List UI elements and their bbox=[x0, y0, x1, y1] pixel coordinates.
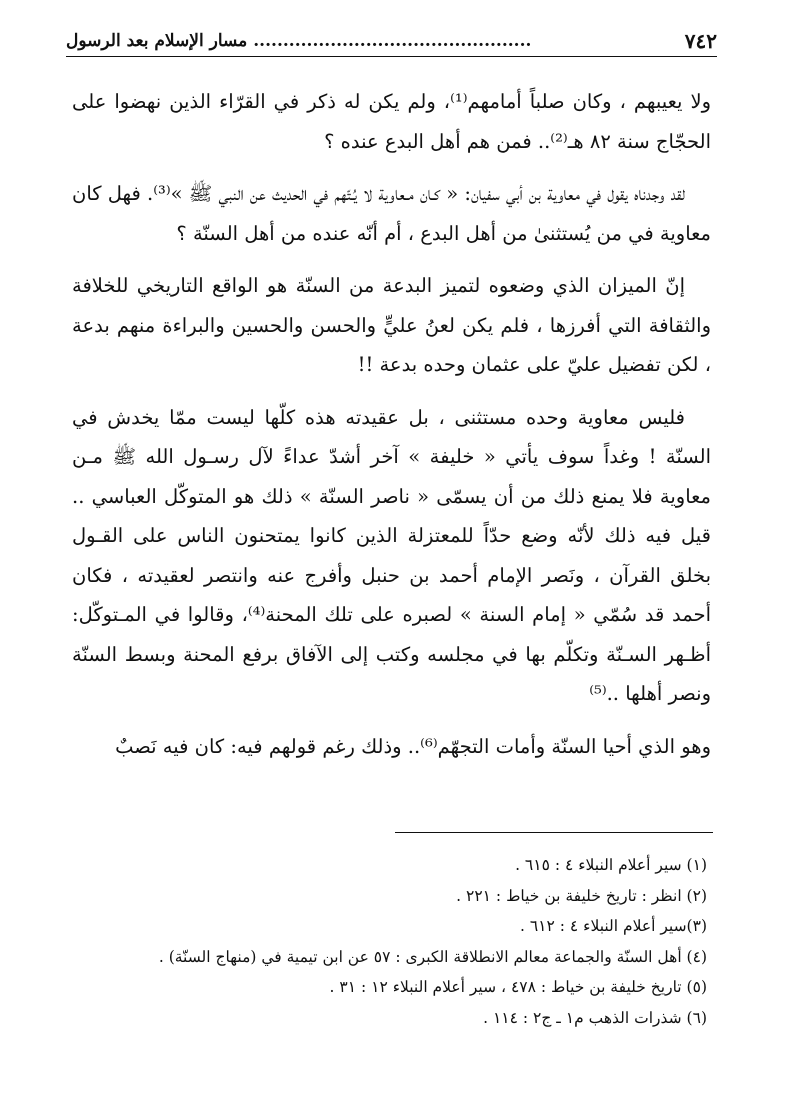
page-header bbox=[66, 20, 717, 57]
footnote-3: (٣)سير أعلام النبلاء ٤ : ٦١٢ . bbox=[519, 917, 707, 935]
running-title-text: مسار الإسلام بعد الرسول bbox=[66, 31, 248, 51]
footnote-5: (٥) تاريخ خليفة بن خياط : ٤٧٨ ، سير أعلام النبلاء ١٢ : ٣١ . bbox=[329, 978, 707, 996]
page-number: ٧٤٢ bbox=[684, 29, 717, 53]
paragraph-5: وهو الذي أحيا السنّة وأمات التجهّم⁽⁶⁾.. وذلك رغم قولهم فيه: كان فيه نَصبٌ bbox=[115, 734, 711, 758]
paragraph-1: ولا يعيبهم ، وكان صلباً أمامهم⁽¹⁾، ولم يكن له ذكر في القرّاء الذين نهضوا على الحجّاج سنة ٨٢ هـ⁽²⁾.. فمن هم أهل البدع عنده ؟ bbox=[72, 90, 711, 153]
footnote-2: (٢) انظر : تاريخ خليفة بن خياط : ٢٢١ . bbox=[456, 886, 707, 905]
paragraph-4: فليس معاوية وحده مستثنى ، بل عقيدته هذه كلّها ليست ممّا يخدش في السنّة ! وغداً سوف يأتي « خليفة » آخر أشدّ عداءً لآل رسـول الله ﷺ مـن معاوية فلا يمنع ذلك من أن يسمّى « ناصر السنّة » ذلك هو المتوكّل العباسي .. قيل فيه ذلك لأنّه وضع حدّاً للمعتزلة الذين كانوا يمتحنون الناس على القـول بخلق القرآن ، ونَصر الإمام أحمد بن حنبل وأفرج عنه وانتصر لعقيدته ، فكان أحمد قد سُمّي « إمام السنة » لصبره على تلك المحنة⁽⁴⁾، وقالوا في المـتوكّل: أظـهر السـنّة وتكلّم بها في مجلسه وكتب إلى الآفاق برفع المحنة وبسط السنّة ونصر أهلها ..⁽⁵⁾ bbox=[72, 405, 711, 705]
leader-dots: ............................................... bbox=[253, 31, 532, 51]
footnote-4: (٤) أهل السنّة والجماعة معالم الانطلاقة الكبرى : ٥٧ عن ابن تيمية في (منهاج السنّة) . bbox=[158, 947, 707, 966]
paragraph-3: إنّ الميزان الذي وضعوه لتميز البدعة من السنّة هو الواقع التاريخي للخلافة والثقافة التي أفرزها ، فلم يكن لعنُ عليٍّ والحسن والحسين والبراءة منهم بدعة ، لكن تفضيل عليّ على عثمان وحده بدعة !! bbox=[72, 274, 711, 376]
footnote-separator bbox=[395, 832, 713, 833]
footnote-1: (١) سير أعلام النبلاء ٤ : ٦١٥ . bbox=[515, 856, 707, 874]
footnotes bbox=[72, 850, 707, 1033]
footnote-6: (٦) شذرات الذهب م١ ـ ج٢ : ١١٤ . bbox=[483, 1008, 707, 1027]
running-title bbox=[66, 26, 681, 56]
paragraph-2: لقد وجدناه يقول في معاوية بن أبي سفيان: « كـان مـعاوية لا يُـتّهم في الحديث عن النبي ﷺ »⁽³⁾. فهل كان معاوية في من يُستثنىٰ من أهل البدع ، أم أنّه عنده من أهل السنّة ؟ bbox=[72, 182, 711, 245]
main-text bbox=[72, 82, 711, 779]
